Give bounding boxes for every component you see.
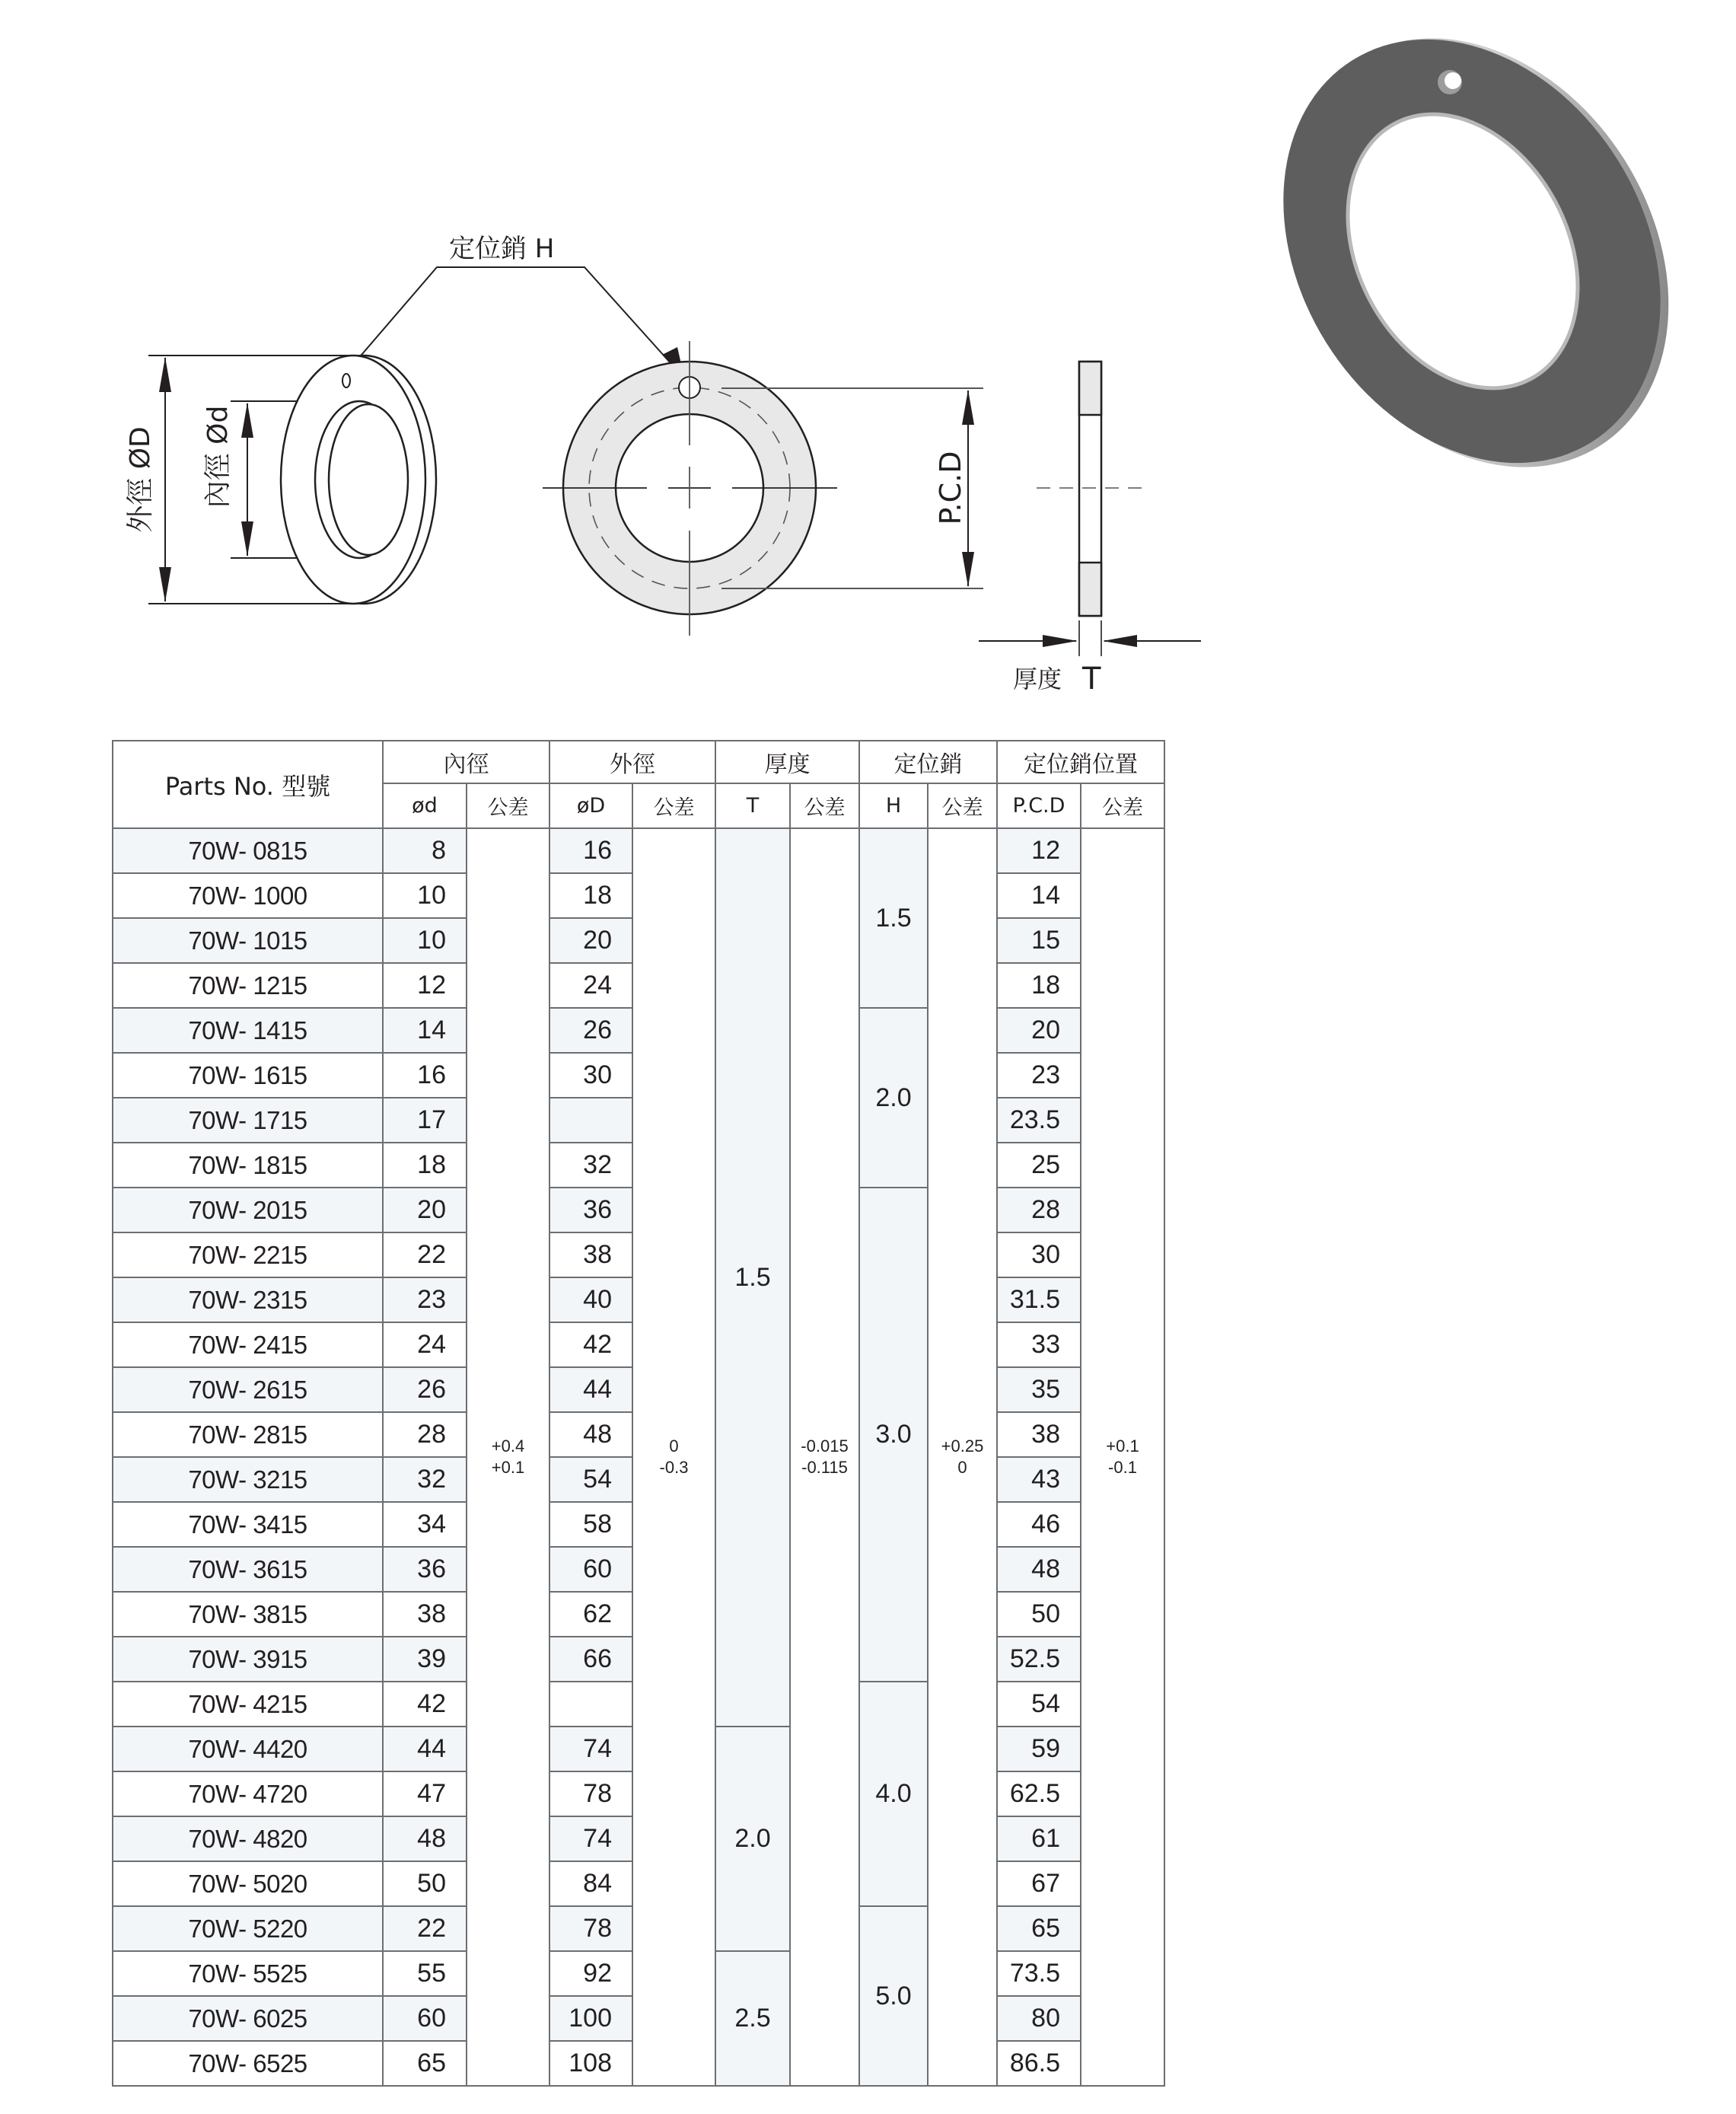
pcd-value: 62.5 bbox=[997, 1771, 1081, 1816]
outer-tolerance bbox=[632, 828, 715, 2086]
inner-diameter-value: 20 bbox=[383, 1188, 467, 1232]
part-number: 70W- 3215 bbox=[113, 1457, 383, 1502]
outer-diameter-value: 60 bbox=[549, 1547, 632, 1592]
outer-diameter-value: 32 bbox=[549, 1143, 632, 1188]
part-number: 70W- 1215 bbox=[113, 963, 383, 1008]
pcd-value: 61 bbox=[997, 1816, 1081, 1861]
outer-tolerance-line: -0.3 bbox=[659, 1458, 689, 1477]
pcd-value: 50 bbox=[997, 1592, 1081, 1637]
outer-diameter-value: 62 bbox=[549, 1592, 632, 1637]
inner-diameter-value: 18 bbox=[383, 1143, 467, 1188]
inner-diameter-value: 10 bbox=[383, 918, 467, 963]
thickness-tolerance-line: -0.115 bbox=[801, 1458, 848, 1477]
pin-value: 1.5 bbox=[859, 828, 928, 1008]
outer-diameter-value: 40 bbox=[549, 1277, 632, 1322]
part-number: 70W- 1815 bbox=[113, 1143, 383, 1188]
pcd-value: 52.5 bbox=[997, 1637, 1081, 1682]
pcd-value: 23.5 bbox=[997, 1098, 1081, 1143]
inner-diameter-value: 47 bbox=[383, 1771, 467, 1816]
inner-tolerance-line: +0.1 bbox=[491, 1458, 525, 1477]
outer-diameter-value: 30 bbox=[549, 1053, 632, 1098]
pcd-tolerance-line: -0.1 bbox=[1108, 1458, 1137, 1477]
outer-diameter-value bbox=[549, 1098, 632, 1143]
inner-diameter-value: 12 bbox=[383, 963, 467, 1008]
thickness-tolerance-line: -0.015 bbox=[801, 1436, 849, 1456]
side-view bbox=[979, 362, 1201, 656]
thickness-tolerance bbox=[790, 828, 859, 2086]
outer-diameter-value: 100 bbox=[549, 1996, 632, 2041]
header-pin: 定位銷 bbox=[859, 741, 997, 783]
subheader-d: ød bbox=[383, 783, 467, 828]
pcd-value: 31.5 bbox=[997, 1277, 1081, 1322]
header-thickness: 厚度 bbox=[715, 741, 859, 783]
part-number: 70W- 5220 bbox=[113, 1906, 383, 1951]
outer-diameter-value: 44 bbox=[549, 1367, 632, 1412]
inner-diameter-value: 22 bbox=[383, 1232, 467, 1277]
pcd-value: 46 bbox=[997, 1502, 1081, 1547]
technical-drawing bbox=[0, 0, 1263, 716]
thrust-washer-render bbox=[1279, 23, 1705, 495]
outer-diameter-value: 20 bbox=[549, 918, 632, 963]
pcd-value: 59 bbox=[997, 1727, 1081, 1771]
inner-diameter-value: 14 bbox=[383, 1008, 467, 1053]
inner-diameter-value: 55 bbox=[383, 1951, 467, 1996]
inner-diameter-value: 48 bbox=[383, 1816, 467, 1861]
part-number: 70W- 2815 bbox=[113, 1412, 383, 1457]
pcd-value: 65 bbox=[997, 1906, 1081, 1951]
part-number: 70W- 1015 bbox=[113, 918, 383, 963]
part-number: 70W- 3615 bbox=[113, 1547, 383, 1592]
inner-diameter-value: 44 bbox=[383, 1727, 467, 1771]
inner-diameter-value: 60 bbox=[383, 1996, 467, 2041]
outer-diameter-value: 108 bbox=[549, 2041, 632, 2086]
outer-diameter-value: 38 bbox=[549, 1232, 632, 1277]
pin-leader-line bbox=[348, 267, 671, 371]
part-number: 70W- 4215 bbox=[113, 1682, 383, 1727]
subheader-D-tolerance: 公差 bbox=[632, 783, 715, 828]
inner-diameter-value: 8 bbox=[383, 828, 467, 873]
subheader-pcd-tolerance: 公差 bbox=[1081, 783, 1164, 828]
header-inner-diameter: 內徑 bbox=[383, 741, 549, 783]
pcd-value: 86.5 bbox=[997, 2041, 1081, 2086]
header-outer-diameter: 外徑 bbox=[549, 741, 715, 783]
inner-tolerance bbox=[467, 828, 549, 2086]
pin-value: 2.0 bbox=[859, 1008, 928, 1188]
pcd-value: 80 bbox=[997, 1996, 1081, 2041]
outer-diameter-value: 66 bbox=[549, 1637, 632, 1682]
outer-diameter-value: 78 bbox=[549, 1906, 632, 1951]
pcd-value: 12 bbox=[997, 828, 1081, 873]
pcd-value: 73.5 bbox=[997, 1951, 1081, 1996]
inner-diameter-value: 42 bbox=[383, 1682, 467, 1727]
thickness-value: 1.5 bbox=[715, 828, 790, 1727]
inner-diameter-value: 10 bbox=[383, 873, 467, 918]
pcd-value: 28 bbox=[997, 1188, 1081, 1232]
pin-tolerance-line: 0 bbox=[957, 1458, 967, 1477]
part-number: 70W- 1715 bbox=[113, 1098, 383, 1143]
thickness-label: 厚度 bbox=[1013, 665, 1062, 694]
part-number: 70W- 5525 bbox=[113, 1951, 383, 1996]
inner-diameter-value: 34 bbox=[383, 1502, 467, 1547]
subheader-T: T bbox=[715, 783, 790, 828]
thickness-value: 2.5 bbox=[715, 1951, 790, 2086]
pin-value: 4.0 bbox=[859, 1682, 928, 1906]
spec-table-body bbox=[113, 828, 1164, 2086]
part-number: 70W- 1615 bbox=[113, 1053, 383, 1098]
inner-diameter-label: 內徑 Ød bbox=[202, 405, 234, 509]
inner-diameter-value: 26 bbox=[383, 1367, 467, 1412]
pcd-value: 67 bbox=[997, 1861, 1081, 1906]
pin-value: 5.0 bbox=[859, 1906, 928, 2086]
inner-diameter-value: 36 bbox=[383, 1547, 467, 1592]
subheader-H-tolerance: 公差 bbox=[928, 783, 997, 828]
part-number: 70W- 1000 bbox=[113, 873, 383, 918]
outer-diameter-label: 外徑 ØD bbox=[125, 426, 156, 533]
outer-diameter-value: 78 bbox=[549, 1771, 632, 1816]
part-number: 70W- 6025 bbox=[113, 1996, 383, 2041]
spec-table bbox=[112, 740, 1165, 2087]
outer-diameter-value: 16 bbox=[549, 828, 632, 873]
pcd-value: 18 bbox=[997, 963, 1081, 1008]
inner-tolerance-line: +0.4 bbox=[491, 1436, 525, 1456]
header-parts-no: Parts No. 型號 bbox=[113, 741, 383, 828]
part-number: 70W- 2615 bbox=[113, 1367, 383, 1412]
outer-diameter-value: 74 bbox=[549, 1816, 632, 1861]
pcd-value: 25 bbox=[997, 1143, 1081, 1188]
pcd-value: 15 bbox=[997, 918, 1081, 963]
part-number: 70W- 3915 bbox=[113, 1637, 383, 1682]
pcd-value: 33 bbox=[997, 1322, 1081, 1367]
part-number: 70W- 6525 bbox=[113, 2041, 383, 2086]
part-number: 70W- 5020 bbox=[113, 1861, 383, 1906]
outer-diameter-value: 74 bbox=[549, 1727, 632, 1771]
part-number: 70W- 1415 bbox=[113, 1008, 383, 1053]
part-number: 70W- 0815 bbox=[113, 828, 383, 873]
pin-label: 定位銷 H bbox=[449, 234, 555, 264]
thickness-symbol: T bbox=[1082, 662, 1101, 697]
outer-diameter-value: 84 bbox=[549, 1861, 632, 1906]
inner-diameter-value: 32 bbox=[383, 1457, 467, 1502]
inner-diameter-value: 50 bbox=[383, 1861, 467, 1906]
pcd-value: 38 bbox=[997, 1412, 1081, 1457]
inner-diameter-value: 17 bbox=[383, 1098, 467, 1143]
pcd-value: 30 bbox=[997, 1232, 1081, 1277]
pcd-value: 14 bbox=[997, 873, 1081, 918]
inner-diameter-value: 39 bbox=[383, 1637, 467, 1682]
pcd-label: P.C.D bbox=[934, 451, 967, 525]
pcd-value: 20 bbox=[997, 1008, 1081, 1053]
isometric-ring-view bbox=[148, 356, 436, 604]
pcd-value: 48 bbox=[997, 1547, 1081, 1592]
outer-diameter-value: 42 bbox=[549, 1322, 632, 1367]
washer-body bbox=[1279, 23, 1705, 495]
subheader-D: øD bbox=[549, 783, 632, 828]
outer-diameter-value: 18 bbox=[549, 873, 632, 918]
pcd-tolerance bbox=[1081, 828, 1164, 2086]
part-number: 70W- 3815 bbox=[113, 1592, 383, 1637]
pcd-tolerance-line: +0.1 bbox=[1106, 1436, 1139, 1456]
outer-diameter-value bbox=[549, 1682, 632, 1727]
subheader-H: H bbox=[859, 783, 928, 828]
outer-diameter-value: 36 bbox=[549, 1188, 632, 1232]
part-number: 70W- 2415 bbox=[113, 1322, 383, 1367]
part-number: 70W- 4820 bbox=[113, 1816, 383, 1861]
part-number: 70W- 3415 bbox=[113, 1502, 383, 1547]
part-number: 70W- 4720 bbox=[113, 1771, 383, 1816]
pin-tolerance bbox=[928, 828, 997, 2086]
outer-diameter-value: 24 bbox=[549, 963, 632, 1008]
outer-tolerance-line: 0 bbox=[669, 1436, 679, 1456]
pcd-value: 35 bbox=[997, 1367, 1081, 1412]
part-number: 70W- 4420 bbox=[113, 1727, 383, 1771]
header-pin-position: 定位銷位置 bbox=[997, 741, 1164, 783]
inner-diameter-value: 16 bbox=[383, 1053, 467, 1098]
pin-tolerance-line: +0.25 bbox=[941, 1436, 984, 1456]
thickness-value: 2.0 bbox=[715, 1727, 790, 1951]
inner-diameter-value: 22 bbox=[383, 1906, 467, 1951]
part-number: 70W- 2215 bbox=[113, 1232, 383, 1277]
pcd-value: 54 bbox=[997, 1682, 1081, 1727]
part-number: 70W- 2315 bbox=[113, 1277, 383, 1322]
inner-diameter-value: 24 bbox=[383, 1322, 467, 1367]
outer-diameter-value: 58 bbox=[549, 1502, 632, 1547]
outer-diameter-value: 54 bbox=[549, 1457, 632, 1502]
table-row bbox=[113, 828, 1164, 873]
pcd-value: 23 bbox=[997, 1053, 1081, 1098]
inner-diameter-value: 65 bbox=[383, 2041, 467, 2086]
pcd-value: 43 bbox=[997, 1457, 1081, 1502]
inner-diameter-value: 28 bbox=[383, 1412, 467, 1457]
outer-diameter-value: 92 bbox=[549, 1951, 632, 1996]
pin-value: 3.0 bbox=[859, 1188, 928, 1682]
subheader-T-tolerance: 公差 bbox=[790, 783, 859, 828]
front-ring-view bbox=[543, 341, 983, 636]
subheader-d-tolerance: 公差 bbox=[467, 783, 549, 828]
part-number: 70W- 2015 bbox=[113, 1188, 383, 1232]
outer-diameter-value: 48 bbox=[549, 1412, 632, 1457]
subheader-pcd: P.C.D bbox=[997, 783, 1081, 828]
inner-diameter-value: 23 bbox=[383, 1277, 467, 1322]
inner-diameter-value: 38 bbox=[383, 1592, 467, 1637]
outer-diameter-value: 26 bbox=[549, 1008, 632, 1053]
